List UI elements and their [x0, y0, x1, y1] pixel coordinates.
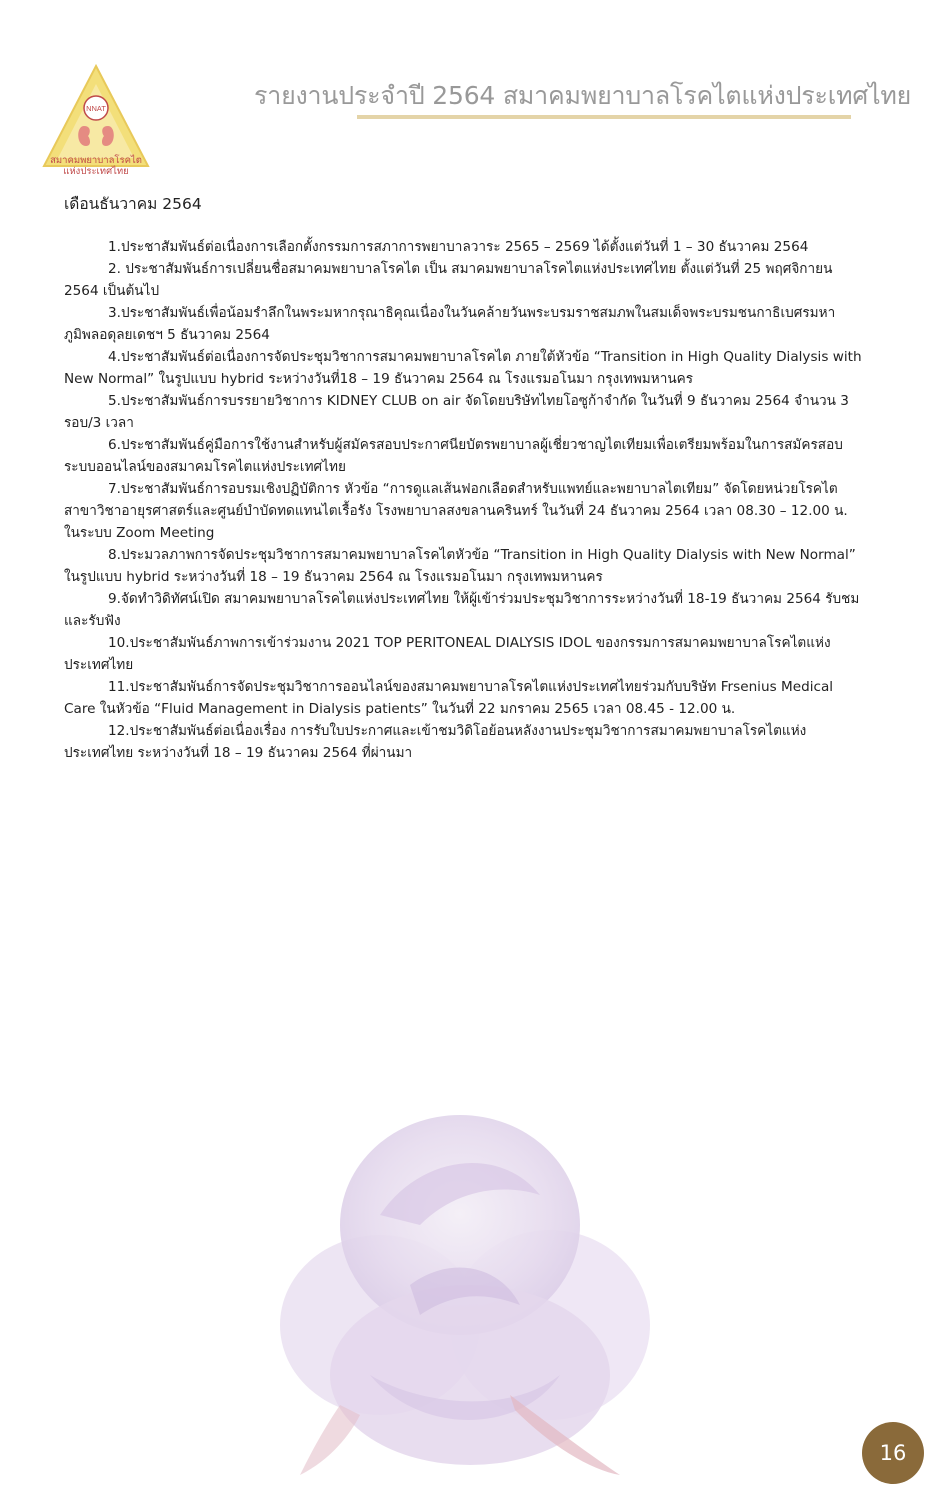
logo-abbr: NNAT [86, 104, 106, 113]
page-header-title: รายงานประจำปี 2564 สมาคมพยาบาลโรคไตแห่งประเทศไทย [254, 81, 912, 110]
section-month-heading: เดือนธันวาคม 2564 [64, 195, 202, 213]
peony-flower-decoration [260, 1075, 660, 1485]
page-number-badge: 16 [862, 1422, 924, 1484]
list-item: 2. ประชาสัมพันธ์การเปลี่ยนชื่อสมาคมพยาบาลโรคไต เป็น สมาคมพยาบาลโรคไตแห่งประเทศไทย ตั้งแต่วันที่ 25 พฤศจิกายน 2564 เป็นต้นไป [64, 261, 833, 299]
list-item: 11.ประชาสัมพันธ์การจัดประชุมวิชาการออนไลน์ของสมาคมพยาบาลโรคไตแห่งประเทศไทยร่วมกับบริษัท Frsenius Medical Care ในหัวข้อ “Fluid Management in Dialysis patients” ในวันที่ 22 มกราคม 2565 เวลา 08.45 - 12.00 น. [64, 679, 834, 717]
list-item: 8.ประมวลภาพการจัดประชุมวิชาการสมาคมพยาบาลโรคไตหัวข้อ “Transition in High Quality Dialysis with New Normal” ในรูปแบบ hybrid ระหว่างวันที่ 18 – 19 ธันวาคม 2564 ณ โรงแรมอโนมา กรุงเทพมหานคร [64, 547, 856, 585]
list-item: 9.จัดทำวิดิทัศน์เปิด สมาคมพยาบาลโรคไตแห่งประเทศไทย ให้ผู้เข้าร่วมประชุมวิชาการระหว่างวันที่ 18-19 ธันวาคม 2564 รับชมและรับฟัง [64, 591, 860, 629]
list-item: 4.ประชาสัมพันธ์ต่อเนื่องการจัดประชุมวิชาการสมาคมพยาบาลโรคไต ภายใต้หัวข้อ “Transition in High Quality Dialysis with New Normal” ในรูปแบบ hybrid ระหว่างวันที่18 – 19 ธันวาคม 2564 ณ โรงแรมอโนมา กรุงเทพมหานคร [64, 349, 862, 387]
logo-line-2: แห่งประเทศไทย [63, 166, 129, 177]
list-item: 7.ประชาสัมพันธ์การอบรมเชิงปฏิบัติการ หัวข้อ “การดูแลเส้นฟอกเลือดสำหรับแพทย์และพยาบาลไตเทียม” จัดโดยหน่วยโรคไต สาขาวิชาอายุรศาสตร์และศูนย์บำบัดทดแทนไตเรื้อรัง โรงพยาบาลสงขลานครินทร์ ในวันที่ 24 ธันวาคม 2564 เวลา 08.30 – 12.00 น. ในระบบ Zoom Meeting [64, 481, 848, 541]
list-item: 1.ประชาสัมพันธ์ต่อเนื่องการเลือกตั้งกรรมการสภาการพยาบาลวาระ 2565 – 2569 ได้ตั้งแต่วันที่ 1 – 30 ธันวาคม 2564 [108, 239, 809, 255]
list-item: 3.ประชาสัมพันธ์เพื่อน้อมรำลึกในพระมหากรุณาธิคุณเนื่องในวันคล้ายวันพระบรมราชสมภพในสมเด็จพระบรมชนกาธิเบศรมหาภูมิพลอดุลยเดชฯ 5 ธันวาคม 2564 [64, 305, 836, 343]
list-item: 10.ประชาสัมพันธ์ภาพการเข้าร่วมงาน 2021 TOP PERITONEAL DIALYSIS IDOL ของกรรมการสมาคมพยาบาลโรคไตแห่งประเทศไทย [64, 635, 831, 673]
activity-list [64, 236, 864, 764]
logo-line-1: สมาคมพยาบาลโรคไต [50, 155, 142, 166]
list-item: 5.ประชาสัมพันธ์การบรรยายวิชาการ KIDNEY CLUB on air จัดโดยบริษัทไทยโอซูก้าจำกัด ในวันที่ 9 ธันวาคม 2564 จำนวน 3 รอบ/3 เวลา [64, 393, 849, 431]
list-item: 6.ประชาสัมพันธ์คู่มือการใช้งานสำหรับผู้สมัครสอบประกาศนียบัตรพยาบาลผู้เชี่ยวชาญไตเทียมเพื่อเตรียมพร้อมในการสมัครสอบระบบออนไลน์ของสมาคมโรคไตแห่งประเทศไทย [64, 437, 843, 475]
list-item: 12.ประชาสัมพันธ์ต่อเนื่องเรื่อง การรับใบประกาศและเข้าชมวิดิโอย้อนหลังงานประชุมวิชาการสมาคมพยาบาลโรคไตแห่งประเทศไทย ระหว่างวันที่ 18 – 19 ธันวาคม 2564 ที่ผ่านมา [64, 723, 807, 761]
header-divider [357, 115, 851, 119]
